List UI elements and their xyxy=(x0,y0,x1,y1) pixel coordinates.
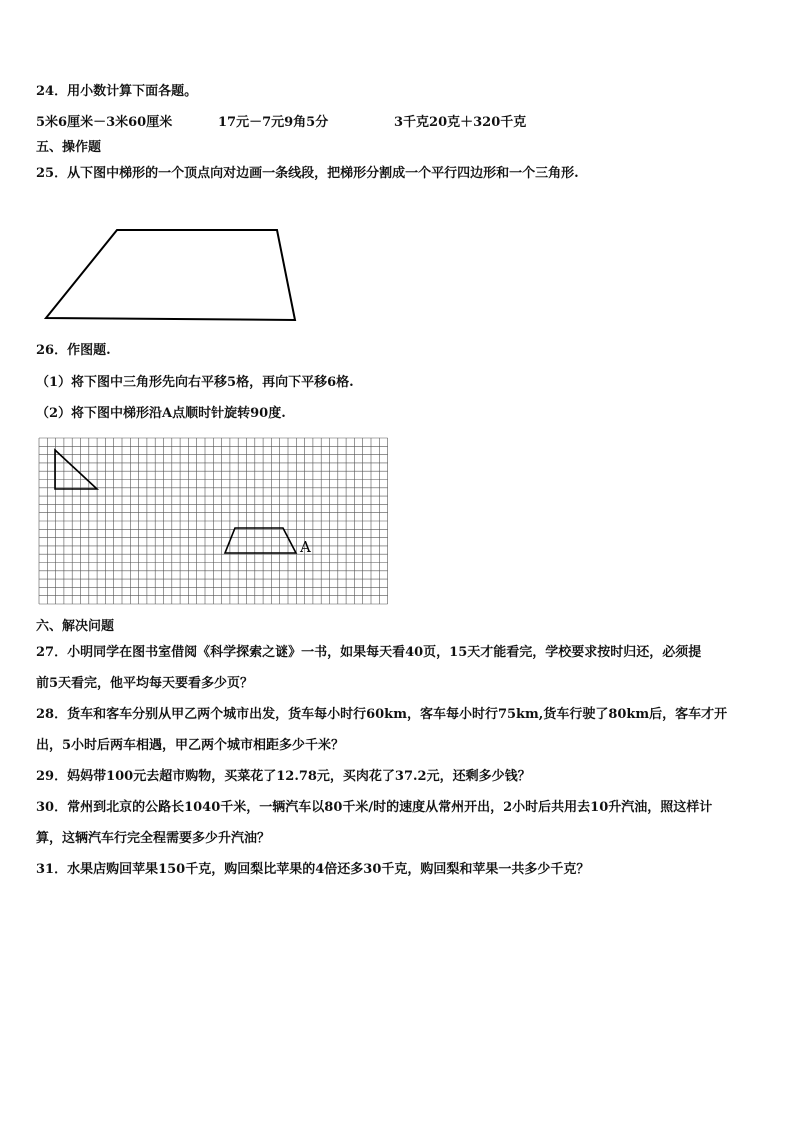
q24-item-3: 3千克20克＋320千克 xyxy=(394,115,527,130)
q24-item-2: 17元－7元9角5分 xyxy=(218,115,329,130)
q26-part2: （2）将下图中梯形沿A点顺时针旋转90度. xyxy=(36,406,286,421)
section-5-heading: 五、操作题 xyxy=(36,140,102,155)
q26-triangle xyxy=(55,450,97,489)
q25-trapezoid xyxy=(46,230,295,320)
q26-trapezoid xyxy=(225,528,296,553)
q30-line-1: 30．常州到北京的公路长1040千米，一辆汽车以80千米/时的速度从常州开出，2小时后共用去10升汽油，照这样计 xyxy=(36,800,713,815)
grid-lines xyxy=(39,438,388,604)
q26-grid-figure xyxy=(37,436,397,611)
q29-text: 29．妈妈带100元去超市购物，买菜花了12.78元，买肉花了37.2元，还剩多少钱？ xyxy=(36,769,531,784)
q31-text: 31．水果店购回苹果150千克，购回梨比苹果的4倍还多30千克，购回梨和苹果一共多少千克？ xyxy=(36,862,590,877)
q24-title: 24．用小数计算下面各题。 xyxy=(36,84,198,99)
q25-trapezoid-figure xyxy=(40,222,310,327)
q25-text: 25．从下图中梯形的一个顶点向对边画一条线段，把梯形分割成一个平行四边形和一个三角形. xyxy=(36,166,579,181)
q30-line-2: 算，这辆汽车行完全程需要多少升汽油？ xyxy=(36,831,271,846)
q24-item-1: 5米6厘米－3米60厘米 xyxy=(36,115,173,130)
q27-line-2: 前5天看完，他平均每天要看多少页？ xyxy=(36,676,254,691)
q28-line-2: 出，5小时后两车相遇，甲乙两个城市相距多少千米？ xyxy=(36,738,345,753)
q26-title: 26．作图题. xyxy=(36,343,111,358)
q26-point-label-a: A xyxy=(300,538,311,556)
q27-line-1: 27．小明同学在图书室借阅《科学探索之谜》一书，如果每天看40页，15天才能看完，学校要求按时归还，必须提 xyxy=(36,645,702,660)
section-6-heading: 六、解决问题 xyxy=(36,619,115,634)
q28-line-1: 28．货车和客车分别从甲乙两个城市出发，货车每小时行60km，客车每小时行75km,货车行驶了80km后，客车才开 xyxy=(36,707,728,722)
q24-items xyxy=(36,114,770,132)
q26-part1: （1）将下图中三角形先向右平移5格，再向下平移6格. xyxy=(36,375,354,390)
